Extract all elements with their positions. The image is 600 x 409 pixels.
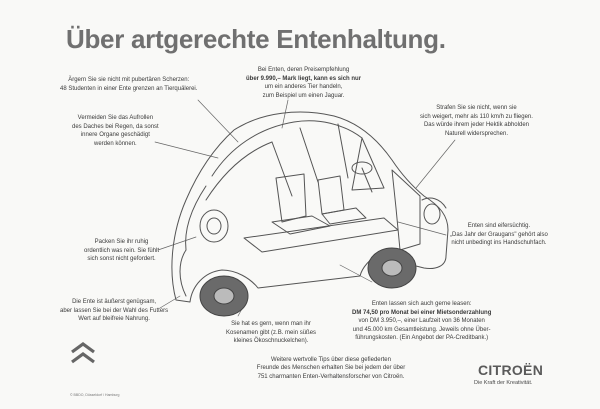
rear-seat	[276, 174, 306, 222]
front-wheel	[368, 248, 416, 288]
note-genuegsam: Die Ente ist äußerst genügsam, aber lassen Sie bei der Wahl des Futters Wert auf bleifreie Nahrung.	[60, 299, 169, 323]
note-eifersucht: Enten sind eifersüchtig. „Das Jahr der Graugans" gehört also nicht unbedingt ins Handschuhfach.	[450, 223, 548, 247]
footer-copy: Weitere wertvolle Tips über diese gefiederten Freunde des Menschen erhalten Sie bei jedem der über 751 charmanten Enten-Verhaltensforscher von Citroën.	[256, 357, 406, 380]
note-scherzen: Ärgern Sie sie nicht mit pubertären Scherzen: 48 Studenten in einer Ente grenzen an Tierquälerei.	[60, 77, 198, 92]
agency-fineprint: © BBDO, Düsseldorf / Hamburg	[70, 393, 120, 397]
citroen-chevron-logo	[72, 344, 94, 362]
headline: Über artgerechte Entenhaltung.	[66, 24, 446, 54]
brand-slogan: Die Kraft der Kreativität.	[474, 380, 533, 386]
front-seat	[318, 176, 344, 214]
note-preisempfehlung: Bei Enten, deren Preisempfehlung über 9.990,– Mark liegt, kann es sich nur um ein anderes Tier handeln, zum Beispiel um einen Jaguar.	[246, 67, 362, 99]
roof-frame	[212, 121, 362, 176]
note-kosenamen: Sie hat es gern, wenn man ihr Kosenamen gibt (z.B. mein süßes kleines Ökoschnuckelchen).	[226, 321, 317, 345]
door	[392, 170, 420, 250]
note-packen: Packen Sie ihr ruhig ordentlich was rein. Sie fühlt sich sonst nicht gefordert.	[84, 239, 160, 263]
rear-wheel	[200, 276, 248, 316]
brand-name: CITROËN	[478, 362, 544, 378]
headlight	[424, 204, 440, 224]
note-leasen: Enten lassen sich auch gerne leasen: DM 74,50 pro Monat bei einer Mietsonderzahlung von DM 3.950,–, einer Laufzeit von 36 Monaten und 45.000 km Gesamtleistung. Jeweils ohne Über- führungskosten. (Ein Angebot der PA-Creditbank.)	[352, 301, 492, 342]
note-strafen: Strafen Sie sie nicht, wenn sie sich weigert, mehr als 110 km/h zu fliegen. Das würde ihrem jeder Hektik abholden Naturell widersprechen.	[420, 105, 533, 137]
note-dach: Vermeiden Sie das Aufrollen des Daches bei Regen, da sonst innere Organe geschädigt werden können.	[72, 115, 159, 147]
callout-lines	[155, 100, 455, 316]
